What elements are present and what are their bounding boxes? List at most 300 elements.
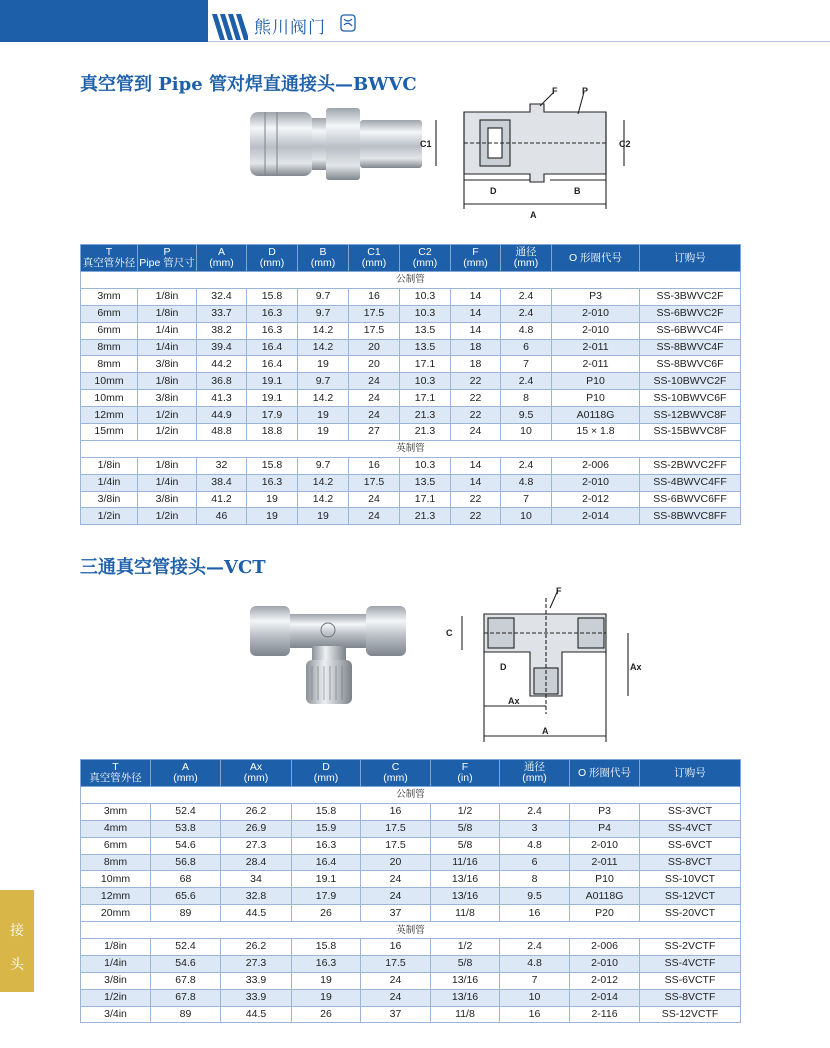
table-cell: 2-014 [552,508,640,525]
column-header: 订购号 [640,760,741,787]
table-cell: 6mm [81,322,138,339]
table-row [81,339,741,356]
column-header: F (mm) [451,245,501,272]
table-cell: 1/8in [138,457,197,474]
table-row [81,356,741,373]
table-cell: 16.3 [247,322,298,339]
table-cell: SS-6VCT [640,837,741,854]
table-cell: 24 [349,373,400,390]
table-cell: 1/4in [138,474,197,491]
table-cell: 1/2 [431,939,500,956]
table-cell: 26.2 [221,803,292,820]
table-cell: 2-011 [552,339,640,356]
table-cell: 17.9 [292,888,361,905]
table-cell: 41.3 [197,390,247,407]
table-cell: 38.4 [197,474,247,491]
bwvc-label-f: F [552,86,558,96]
table-cell: 48.8 [197,424,247,441]
table-group-label: 英制管 [81,440,741,457]
table-cell: 2-010 [552,474,640,491]
table-cell: 1/4in [81,474,138,491]
table-cell: 4.8 [500,837,570,854]
table-cell: 3/4in [81,1006,151,1023]
bwvc-label-c1: C1 [420,139,432,149]
vct-label-d: D [500,662,507,672]
column-header: A (mm) [151,760,221,787]
table-cell: SS-12VCTF [640,1006,741,1023]
table-cell: 8 [501,390,552,407]
table-cell: 1/8in [138,373,197,390]
table-cell: 14.2 [298,322,349,339]
bwvc-label-p: P [582,86,589,96]
table-cell: SS-6BWVC6FF [640,491,741,508]
table-cell: 15mm [81,424,138,441]
bwvc-table-body [81,272,741,525]
table-cell: 26 [292,905,361,922]
table-cell: 14.2 [298,491,349,508]
table-row [81,803,741,820]
column-header: D (mm) [247,245,298,272]
table-cell: 16 [361,803,431,820]
table-cell: 32 [197,457,247,474]
bwvc-dimension-drawing [418,84,638,234]
table-cell: P10 [552,373,640,390]
table-cell: 24 [349,407,400,424]
table-cell: A0118G [570,888,640,905]
table-cell: P4 [570,820,640,837]
table-cell: 22 [451,373,501,390]
table-cell: 8 [500,871,570,888]
table-cell: 2-014 [570,989,640,1006]
table-cell: 6mm [81,837,151,854]
table-cell: 26 [292,1006,361,1023]
table-cell: P10 [570,871,640,888]
table-cell: 89 [151,905,221,922]
table-cell: 54.6 [151,837,221,854]
table-cell: 65.6 [151,888,221,905]
table-cell: 9.7 [298,305,349,322]
table-cell: 2-010 [552,322,640,339]
table-cell: 27.3 [221,837,292,854]
brand-stripes-icon [212,14,248,40]
table-row [81,989,741,1006]
vct-label-c: C [446,628,453,638]
table-cell: 16 [349,288,400,305]
vct-fitting-photo [246,600,410,706]
table-group-row [81,440,741,457]
table-cell: 2-012 [570,972,640,989]
table-cell: 10.3 [400,288,451,305]
table-cell: 16 [500,1006,570,1023]
table-cell: 33.9 [221,972,292,989]
table-cell: 10.3 [400,373,451,390]
table-cell: A0118G [552,407,640,424]
table-cell: 10 [501,424,552,441]
table-cell: 39.4 [197,339,247,356]
table-cell: 4.8 [501,474,552,491]
table-cell: 10 [501,508,552,525]
column-header: O 形圈代号 [552,245,640,272]
table-row [81,407,741,424]
table-cell: 9.7 [298,457,349,474]
table-cell: 3/8in [81,491,138,508]
table-cell: 52.4 [151,803,221,820]
table-cell: 17.5 [361,955,431,972]
table-cell: 17.5 [361,820,431,837]
table-cell: 10mm [81,871,151,888]
table-cell: 2-010 [570,837,640,854]
table-cell: 8mm [81,339,138,356]
table-cell: 2-116 [570,1006,640,1023]
table-cell: 13.5 [400,339,451,356]
table-cell: 16.4 [292,854,361,871]
table-cell: 3/8in [138,390,197,407]
bwvc-label-d: D [490,186,497,196]
table-cell: 8mm [81,854,151,871]
table-cell: 17.9 [247,407,298,424]
table-cell: 1/4in [138,339,197,356]
side-category-tab [0,890,34,992]
table-cell: 22 [451,508,501,525]
brand-logo-icon [340,14,356,32]
table-cell: SS-6VCTF [640,972,741,989]
table-cell: 15 × 1.8 [552,424,640,441]
table-cell: 27 [349,424,400,441]
table-cell: 16.3 [247,474,298,491]
table-cell: 16.3 [292,837,361,854]
table-cell: SS-4VCTF [640,955,741,972]
table-cell: 24 [349,491,400,508]
table-cell: 19 [298,356,349,373]
table-cell: 37 [361,905,431,922]
vct-label-ax-horizontal: Ax [508,696,520,706]
header-rule [0,41,830,42]
table-cell: 2.4 [500,939,570,956]
table-cell: 17.5 [349,322,400,339]
table-cell: 16.4 [247,356,298,373]
table-cell: 2-010 [552,305,640,322]
table-cell: 17.1 [400,356,451,373]
table-row [81,305,741,322]
table-cell: 2.4 [501,373,552,390]
table-cell: 1/8in [81,939,151,956]
table-cell: 41.2 [197,491,247,508]
table-cell: 2-010 [570,955,640,972]
table-cell: 1/2in [138,407,197,424]
table-cell: 11/8 [431,1006,500,1023]
table-cell: 2-011 [552,356,640,373]
table-cell: SS-8BWVC6F [640,356,741,373]
table-group-row [81,272,741,289]
table-cell: 11/8 [431,905,500,922]
table-row [81,955,741,972]
table-group-row [81,787,741,804]
table-cell: 2.4 [501,305,552,322]
table-cell: 18 [451,356,501,373]
table-cell: SS-12VCT [640,888,741,905]
table-cell: 68 [151,871,221,888]
table-cell: 10.3 [400,305,451,322]
table-row [81,424,741,441]
table-cell: SS-10BWVC6F [640,390,741,407]
table-cell: 1/2in [81,508,138,525]
table-cell: 2.4 [501,457,552,474]
table-row [81,390,741,407]
table-cell: P3 [570,803,640,820]
table-cell: 16.4 [247,339,298,356]
table-cell: 13/16 [431,972,500,989]
table-cell: 22 [451,390,501,407]
table-cell: 10mm [81,373,138,390]
table-cell: 1/8in [138,288,197,305]
table-cell: 19 [247,491,298,508]
table-row [81,373,741,390]
table-row [81,871,741,888]
table-cell: 19 [292,972,361,989]
table-cell: 4.8 [500,955,570,972]
table-row [81,1006,741,1023]
table-cell: 1/2in [138,424,197,441]
column-header: O 形圈代号 [570,760,640,787]
side-tab-char-2: 头 [10,957,24,973]
table-row [81,322,741,339]
table-cell: 9.7 [298,373,349,390]
table-cell: 4.8 [501,322,552,339]
table-cell: 3/8in [138,356,197,373]
table-cell: SS-4BWVC4FF [640,474,741,491]
table-cell: 44.5 [221,1006,292,1023]
table-cell: SS-2BWVC2FF [640,457,741,474]
table-cell: 13/16 [431,989,500,1006]
table-row [81,288,741,305]
table-cell: 16 [349,457,400,474]
table-cell: 7 [500,972,570,989]
table-cell: 26.9 [221,820,292,837]
vct-label-f: F [556,586,562,596]
table-group-label: 公制管 [81,272,741,289]
table-row [81,508,741,525]
table-cell: 19.1 [247,390,298,407]
table-cell: 13/16 [431,871,500,888]
table-cell: 14 [451,322,501,339]
table-cell: 8mm [81,356,138,373]
table-cell: 5/8 [431,837,500,854]
table-cell: SS-20VCT [640,905,741,922]
table-cell: 44.2 [197,356,247,373]
table-cell: 3/8in [138,491,197,508]
table-cell: 24 [349,390,400,407]
table-cell: 9.5 [500,888,570,905]
table-cell: 67.8 [151,972,221,989]
table-cell: SS-3BWVC2F [640,288,741,305]
table-cell: 44.9 [197,407,247,424]
table-cell: 1/4in [81,955,151,972]
table-cell: 18 [451,339,501,356]
section-title-vct: 三通真空管接头—VCT [80,557,266,578]
table-cell: 3mm [81,803,151,820]
vct-label-a: A [542,726,549,736]
table-cell: 15.8 [292,803,361,820]
table-cell: 13.5 [400,474,451,491]
vct-spec-table [80,759,741,1023]
table-cell: SS-10BWVC2F [640,373,741,390]
table-cell: 1/2in [81,989,151,1006]
table-cell: 14.2 [298,474,349,491]
table-cell: 15.8 [247,457,298,474]
table-cell: 12mm [81,888,151,905]
table-row [81,905,741,922]
table-cell: 15.8 [247,288,298,305]
bwvc-label-a: A [530,210,537,220]
table-cell: SS-12BWVC8F [640,407,741,424]
table-cell: 2-012 [552,491,640,508]
column-header: C2 (mm) [400,245,451,272]
table-cell: 15.9 [292,820,361,837]
table-cell: 3/8in [81,972,151,989]
table-cell: 2.4 [501,288,552,305]
bwvc-header-row [81,245,741,272]
column-header: B (mm) [298,245,349,272]
table-cell: 17.5 [349,305,400,322]
column-header: P Pipe 管尺寸 [138,245,197,272]
table-cell: 19 [247,508,298,525]
table-cell: 24 [361,871,431,888]
table-cell: 6 [501,339,552,356]
table-cell: 21.3 [400,407,451,424]
table-cell: 3 [500,820,570,837]
table-cell: 19.1 [292,871,361,888]
table-cell: 17.5 [349,474,400,491]
table-cell: 14.2 [298,390,349,407]
table-cell: 19 [298,407,349,424]
table-cell: 5/8 [431,955,500,972]
table-cell: 5/8 [431,820,500,837]
table-cell: 24 [451,424,501,441]
table-cell: 32.4 [197,288,247,305]
table-cell: 36.8 [197,373,247,390]
table-row [81,820,741,837]
table-cell: 14 [451,305,501,322]
table-cell: 19.1 [247,373,298,390]
table-cell: P10 [552,390,640,407]
table-cell: 1/8in [138,305,197,322]
column-header: Ax (mm) [221,760,292,787]
vct-header-row [81,760,741,787]
table-cell: 13/16 [431,888,500,905]
table-cell: 24 [361,972,431,989]
table-cell: 20 [349,339,400,356]
table-cell: 3mm [81,288,138,305]
table-cell: 14 [451,474,501,491]
column-header: 通径 (mm) [501,245,552,272]
bwvc-label-c2: C2 [619,139,631,149]
table-cell: 20 [361,854,431,871]
table-cell: SS-6BWVC2F [640,305,741,322]
table-cell: SS-8BWVC8FF [640,508,741,525]
table-cell: SS-15BWVC8F [640,424,741,441]
table-cell: 26.2 [221,939,292,956]
brand-name: 熊川阀门 [254,18,326,38]
table-cell: 12mm [81,407,138,424]
table-cell: 2.4 [500,803,570,820]
table-cell: 2-006 [552,457,640,474]
table-cell: 37 [361,1006,431,1023]
table-cell: 17.1 [400,491,451,508]
table-cell: 18.8 [247,424,298,441]
column-header: T 真空管外径 [81,760,151,787]
column-header: F (in) [431,760,500,787]
table-cell: 67.8 [151,989,221,1006]
table-cell: SS-8VCT [640,854,741,871]
column-header: D (mm) [292,760,361,787]
table-row [81,972,741,989]
table-cell: 14 [451,288,501,305]
table-cell: 56.8 [151,854,221,871]
column-header: 订购号 [640,245,741,272]
table-cell: 21.3 [400,424,451,441]
table-cell: 9.5 [501,407,552,424]
table-cell: SS-10VCT [640,871,741,888]
table-cell: P20 [570,905,640,922]
table-cell: 17.1 [400,390,451,407]
column-header: C (mm) [361,760,431,787]
table-cell: 46 [197,508,247,525]
table-cell: SS-2VCTF [640,939,741,956]
column-header: C1 (mm) [349,245,400,272]
table-cell: 89 [151,1006,221,1023]
table-row [81,854,741,871]
table-cell: SS-8VCTF [640,989,741,1006]
table-cell: 38.2 [197,322,247,339]
table-group-label: 英制管 [81,922,741,939]
side-tab-char-1: 接 [10,923,24,939]
table-cell: P3 [552,288,640,305]
table-group-label: 公制管 [81,787,741,804]
section-title-bwvc: 真空管到 Pipe 管对焊直通接头—BWVC [80,74,417,95]
table-row [81,491,741,508]
table-cell: SS-6BWVC4F [640,322,741,339]
bwvc-fitting-photo [246,104,426,184]
table-cell: 11/16 [431,854,500,871]
table-cell: 53.8 [151,820,221,837]
bwvc-spec-table [80,244,741,525]
table-cell: 13.5 [400,322,451,339]
table-cell: 16.3 [292,955,361,972]
table-cell: 24 [361,888,431,905]
column-header: T 真空管外径 [81,245,138,272]
table-cell: 6mm [81,305,138,322]
column-header: A (mm) [197,245,247,272]
table-cell: 7 [501,356,552,373]
table-cell: 1/4in [138,322,197,339]
table-cell: SS-8BWVC4F [640,339,741,356]
table-cell: 10.3 [400,457,451,474]
vct-dimension-drawing [438,584,642,749]
column-header: 通径 (mm) [500,760,570,787]
table-cell: 1/2in [138,508,197,525]
table-cell: 44.5 [221,905,292,922]
table-cell: 16.3 [247,305,298,322]
table-cell: 10mm [81,390,138,407]
table-cell: 54.6 [151,955,221,972]
header-bar [0,0,208,42]
table-cell: 32.8 [221,888,292,905]
table-group-row [81,922,741,939]
table-cell: 6 [500,854,570,871]
table-cell: 33.9 [221,989,292,1006]
table-cell: 22 [451,491,501,508]
table-cell: 20 [349,356,400,373]
